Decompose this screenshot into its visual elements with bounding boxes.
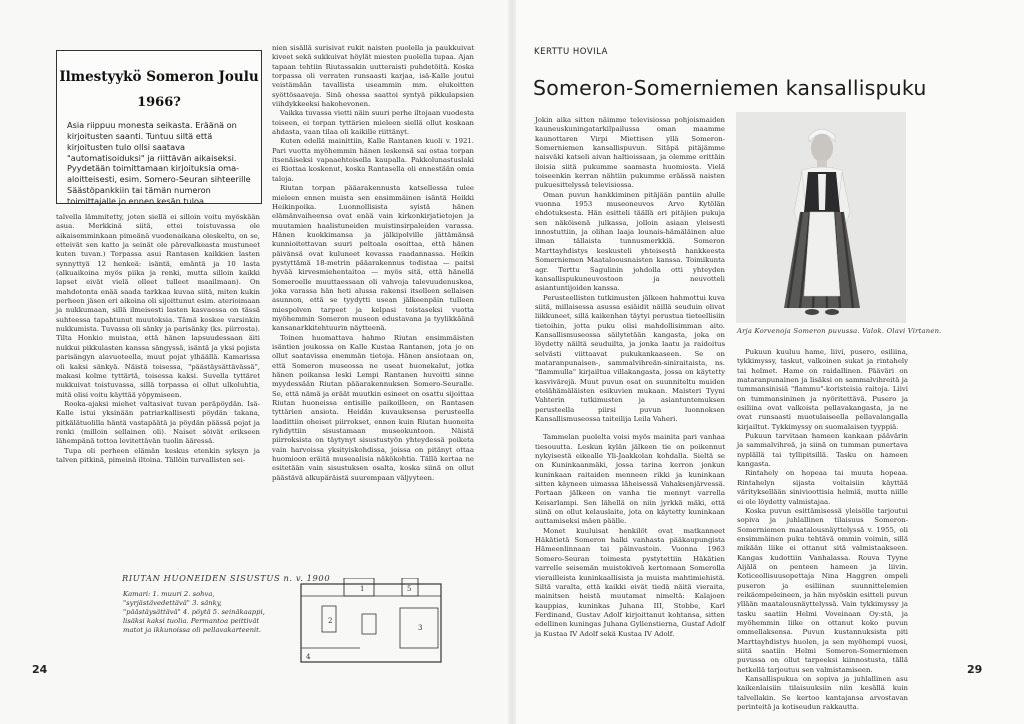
article-title: Someron-Somerniemen kansallispuku: [533, 76, 927, 100]
body-paragraph: Koska puvun esittämisessä yleisölle tarjoutui sopiva ja juhlallinen tilaisuus Someron-Somerniemen maatalousnäyttelyssä v. 1955, oli ensimmäinen puku tehtävä ommin voimin, sillä mikään liike ei ottanut sitä valmistaakseen. Kangas kudottiin Vanhalassa. Rouva Tyyne Aijälä on penteen hameen ja liivin. Koticeollisuusopettaja Nina Haggren ompeli puseron ja esiliinan suunnittelemien reikäompeleineen, ja hän myöskin esitteli puvun yllään maatalousnäyttelyssä. Vain tykkimyssy ja tasku saatiin Helmi Voveinaan Oy:stä, ja myöhemmin liike on ottanut koko puvun ommellaksensa. Puvun kustannuksista piti Marttayhdistys huolen, ja sen myöhempi vuosi, siitä saatiin Helmi Someron-Somerniemen puvussa on ollut tarpeeksi kiinnostusta, tällä hetkellä tarjoutuu sen valmistamiseen.: [737, 506, 908, 674]
plan-label-2: 2: [328, 617, 333, 625]
body-paragraph: Tupa oli perheen elämän keskus etenkin syksyn ja talven pitkinä, pimeinä iltoina. Tällöin turvallisten sei-: [56, 446, 260, 464]
body-paragraph: Tammelan puolelta voisi myös mainita pari vanhaa tiesouutta. Leskun kylän jälkeen tie on poikennut nykyisestä eikealle Yli-Jaakkolan kohdalla. Sieltä se on Kuninkaanmäki, jossa tarina kerron jonkun kuninkaan raitaiden menneen rikki ja kuninkaan sitten käyneen uimassa läheisessä Vahaksenjärvessä. Portaan jälkeen on vanha tie mennyt varrella Keisarlampi. Sen lähellä on niin jyrkkä mäki, että siinä on ollut kelauslaite, jota on käytetty kuninkaan auttamiseksi mäen päälle.: [535, 433, 725, 526]
body-paragraph: talvella lämmitetty, joten siellä ei silloin voitu myöskään asua. Merkkinä siitä, ettei toistuvassa ole aikaisemminkaan pimeänä vuodenaikana oleskeltu, on se, etteivät sen katto ja seinät ole pärevalkeasta mustuneet kuten tuvan.) Torpassa asui Rantasen kaikkien lasten synnyttyä 12 henkeä: isäntä, emäntä ja 10 lasta (alkuaikoina myös piika ja renki, mutta silloin kaikki lapset eivät vielä olleet tulleet maailmaan). On mahdotonta enää saada tarkkaa kuvaa siitä, miten kukin perheen jäsen eri aikoina oli sijoittunut esim. aterioimaan ja nukkumaan, sillä ilmeisesti lasten kasvaessa on tässä suhteessa tapahtunut muutoksia. Tämä koskee varsinkin nukkumista. Tuvassa oli sänky ja parisänky (ks. piirrosta). Tilta Honkio muistaa, että hänen lapsuudessaan äiti nukkui pikkulasten kanssa sängyssä, isäntä ja yksi pojista parisängyn alavuoteella, muut pojat ylhäällä. Kamarissa oli kaksi sänkyä. Näistä toisessa, "päästäysättävässä", makasi kolme tyttärtä, toisessa kaksi. Suvella tyttäret nukkuivat toistuvassa, sillä torpassa ei ollut ulkoluhtia, mitä olisi voitu käyttää yöpymiseen.: [56, 213, 260, 399]
floorplan-drawing: [300, 578, 442, 664]
floorplan-caption: RIUTAN HUONEIDEN SISUSTUS n. v. 1900: [122, 573, 331, 583]
body-paragraph: Vaikka tuvassa vietti näin suuri perhe iltojaan vuodesta toiseen, ei torpan tyttärien mieleen siellä ollut koskaan ahdasta, vaan tilaa oli kaikille riittänyt.: [272, 109, 474, 137]
body-paragraph: Toinen huomattava hahmo Riutan ensimmäisten isäntien joukossa on Kalle Kustaa Rantanen, jota jo on ollut saatavissa enemmän tietoja. Hänen ansiotaan on, että Someron museossa ne useat huonekalut, jotka hänen poikansa leski Lempi Rantanen huvoitti sinne myydessään Riutan pääarakennuksen Somero-Seuralle. Se, että nämä ja eräät muutkin esineet on osattu sijoittaa Riutan huoneissa entisille paikoilleen, on Rantasen tyttärien ansiota. Heidän kuvauksensa perusteella laadittiin oheiset piirrokset, ennen kuin Riutan huoneita ryhdyttiin sisustamaan museokuntoon. Näistä piirroksista on täytynyt sisustustyön yhteydessä poiketa vain harvoissa yksityiskohdissa, joissa on pitänyt ottaa huomioon eräitä museaalisia näkökohtia. Tällä kertaa ne esitetään vain sisustuksen osalta, koska siinä on ollut päästävä alkupäräistä suurempaan väljyyteen.: [272, 333, 474, 482]
plan-label-3: 3: [418, 624, 423, 632]
book-gutter: [508, 0, 516, 724]
announcement-paragraph-2: Pyydetään toimittamaan kirjoituksia oma-aloitteisesti, esim. Somero-Seuran sihteerille Säästöpankkiin tai tämän numeron toimittajalle jo ennen kesän tuloa.: [67, 163, 251, 206]
announcement-paragraph-1: Asia riippuu monesta seikasta. Eräänä on kirjoitusten saanti. Tuntuu siltä että kirjoitusten tulo ollsi saatava "automatisoiduksi" ja riittävän aikaiseksi.: [67, 120, 237, 163]
announcement-box: [56, 50, 262, 204]
body-paragraph: Riutan torpan pääarakennusta katsellessa tulee mieleen ennen muista sen ensimmäinen isäntä Heikki Heikinpoika. Luonnollisista syistä hänen elämänvaiheensa ovat enää vain kirkonkirjatietojen ja muutamien haalistuneiden muistinsirpaleiden varassa. Hänen kuokkimansa ja jälkipolville jättämänsä kunnioitettavan suuri peltoala osoittaa, että hänen päivänsä ovat kuluneet kovassa raadannassa. Heikin pystyttämä 18-metrin pääarakennus todistaa — paitsi hyvää kirvesmiehentaitoa — myös sitä, että hänellä Someroelle muuttaessaan oli vahvoja talevuudenuskoa, joka varassa hän heti alussa rakensi itselleen sellaisen asunnon, että se tyydytti usean jälkeenpäin tulleen miespolven tarpeet ja kelpasi toistaseksi vuotta myöhemmin Someron museon edustavana ja tyylikkäänä kansanarkkitehtuurin näytteenä.: [272, 184, 474, 333]
body-paragraph: Kuten edellä mainittiin, Kalle Rantanen kuoli v. 1921. Pari vuotta myöhemmin hänen leskensä sai ostaa torpan itsenäiseksi vapaaehtoisella kaupalla. Pakkolunastuslaki ei Riottaa koskenut, koska Rantasella oli ennestään omia taloja.: [272, 137, 474, 183]
body-paragraph: Perusteellisten tutkimusten jälkeen hahmottui kuva siitä, millaisessa asussa esiäidit näillä seuduin olivat liikkuneet, sillä kaikenhan täytyi perustua tieteellisiin tietoihin, jotta puku olisi mahdollisimman aito. Kansallismuseossa säilytetään kangasta, joka on löydetty näiltä seuduilta, ja jonka laatu ja raidoitus selvästi viittaavat pukukankaaseen. Se on mataranpunaisen-, sammalvihreän-siniraitaista, ns. "flammulla" kirjailtua villakangasta, jossa on käytetty kasvivärejä. Muut puvun osat on suunniteltu muiden etelähämäläisten esikuvien mukaan. Maisteri Tyyni Vahterin tutkimusten ja asiantuntemuksen perusteella piirsi puvun luonnoksen Kansallismuseossa taiteilija Leila Vaheri.: [535, 293, 725, 423]
body-paragraph: Rooka-ajaksi miehet valtasivat tuvan peräpöydän. Isä-Kalle istui yksinään patriarkallisesti pöydän takana, pitkälätuolilla häntä vastapäätä ja pöydän päässä pojat ja renki (milloin sellainen oli). Naiset söivät erikseen lähempänä tottoa levitettävän tuolin ääressä.: [56, 399, 260, 446]
announcement-title: [57, 69, 261, 111]
photo-caption: Arja Korvenoja Someron puvussa. Valok. Olavi Virtanen.: [737, 327, 942, 335]
announcement-title-line2: 1966?: [137, 95, 181, 110]
announcement-title-line1: Ilmestyykö Someron Joulu: [59, 69, 259, 85]
body-paragraph: Rintahely on hopeaa tai muuta hopeaa. Rintahelyn sijasta voitaisiin käyttää värityksellään sinivioottisia helmiä, mutta niille ei ole löydetty valmistajaa.: [737, 469, 908, 506]
plan-label-1: 1: [360, 585, 365, 593]
right-column-1: [535, 116, 725, 639]
left-column-2: [272, 44, 474, 483]
plan-label-4: 4: [306, 653, 311, 661]
page-number-right: 29: [967, 663, 983, 676]
body-paragraph: Pukuun kuuluu hame, liivi, pusero, esiliina, tykkimyssy, taskut, valkoinen sukat ja rintahely tai helmet. Hame on raidallinen. Pääväri on mataranpunainen ja lisäksi on sammalvihreitä ja tummansinisiä "flammu"-koristeisia raitoja. Liivi on tummansininen ja nyöritettävä. Pusero ja esiliina ovat valkoista pellavakangasta, ja ne ovat runsaasti muotulaiseella pellavalangalla kirjailtut. Tykkimyssy on suomalaisen tyyppiä.: [737, 348, 908, 431]
floorplan-legend: Kamari: 1. muuri 2. sohva, "syrjästävedettävä" 3. sänky, "päästäysättävä" 4. pöytä 5. seinäkaappi, lisäksi kaksi tuolia. Permantoa peittivät matot ja ikkunoissa oli pellavakarteenit.: [123, 590, 265, 634]
costume-photo: [736, 112, 906, 323]
right-column-2: [737, 348, 908, 712]
body-paragraph: Jokin aika sitten näimme televisiossa pohjoismaiden kauneuskuningatarkilpailussa oman maamme kaunottaren Virpi Miettisen yllä Someron-Somerniemen kansallispuvun. Sitäpä pitäjämme naisväki katseli aivan haltioissaan, ja olemme erittäin iloisia siitä pukumme saamasta huomiosta. Vielä toiseenkin kerran nähtiin pukumme eräässä naisten pukuesittelyssä televisiossa.: [535, 116, 725, 190]
body-paragraph: Pukuun tarvitaan hameen kankaan päävärin ja sammalvihreä, ja siinä on tumman punertava nyplällä tai tyllipitsillä. Tasku on hameen kangasta.: [737, 432, 908, 469]
body-paragraph: Kansallispukua on sopiva ja juhlallinen asu kaikenlaisiin tilaisuuksiin niin kesällä kuin talvellakin. Se kertoo kantajansa arvostavan perinteitä ja kotiseudun rakkautta.: [737, 675, 908, 712]
woman-in-folk-costume-image: [736, 112, 906, 323]
article-author: KERTTU HOVILA: [534, 47, 608, 57]
body-paragraph: nien sisällä surisivat rukit naisten puolella ja paukkuivat kiveet sekä sukkuivat höylät miesten puolella tupaa. Ajan tapaan tehtiin Riutassakin uutteraisti puhdetöitä. Koska torpassa oli verraten runsaasti karjaa, isä-Kalle joutui veistämään tavallista useammin mm. elukoitten syöttösaaveja. Sinä ohessa saattoi syntyä pikkulapsien viihdykkeeksi hakohevonen.: [272, 44, 474, 109]
plan-label-5: 5: [407, 585, 412, 593]
body-paragraph: Monet kuuluisat henkilöt ovat matkanneet Häkätietä Someron halki vanhasta pääkaupungista Hämeenlinnaan tai päinvastoin. Vuonna 1963 Somero-Seuran toimesta pystytettiin Häkätien varrelle seisemän muistokiveä kertomaan Somerolla vierailleista kuninkaallisista ja muista mahtimiehistä. Siltä varalta, että kaikki eivät tiedä näitä vieraita, mainitsen heistä muutamat nimeltä: Kalajoen kauppias, kuninkas Juhana III, Stobbe, Karl Ferdinand, Gustav Adolf kirjoittanut kohtansa, sitten edellinen kuningas Juhana Gyllenstierna, Gustaf Adolf ja Kustaa IV Adolf sekä Kustaa IV Adolf.: [535, 526, 725, 638]
left-column-1: [56, 213, 260, 465]
body-paragraph: Oman puvun hankkiminen pitäjään pantiin alulle vuonna 1953 museoneuvos Arvo Kytölän ehdotuksesta. Hän esitteli täällä eri pitäjien pukuja sen näköisenä julkassa, jolloin asiaan yleisesti innostuttiin, ja olihan laaja lounais-hämäläinen alue ilman tällaista tunnusmerkkiä. Someron Marttayhdistys keskusteli yhteisestä hankkeesta Somerniemen Maataloousnaisten kanssa. Toimikunta agr. Terttu Sagulinin johdolla otti yhteyden kansallispukuneuvostoon ja neuvotteli asiantuntijoiden kanssa.: [535, 190, 725, 293]
page-number-left: 24: [32, 663, 48, 676]
